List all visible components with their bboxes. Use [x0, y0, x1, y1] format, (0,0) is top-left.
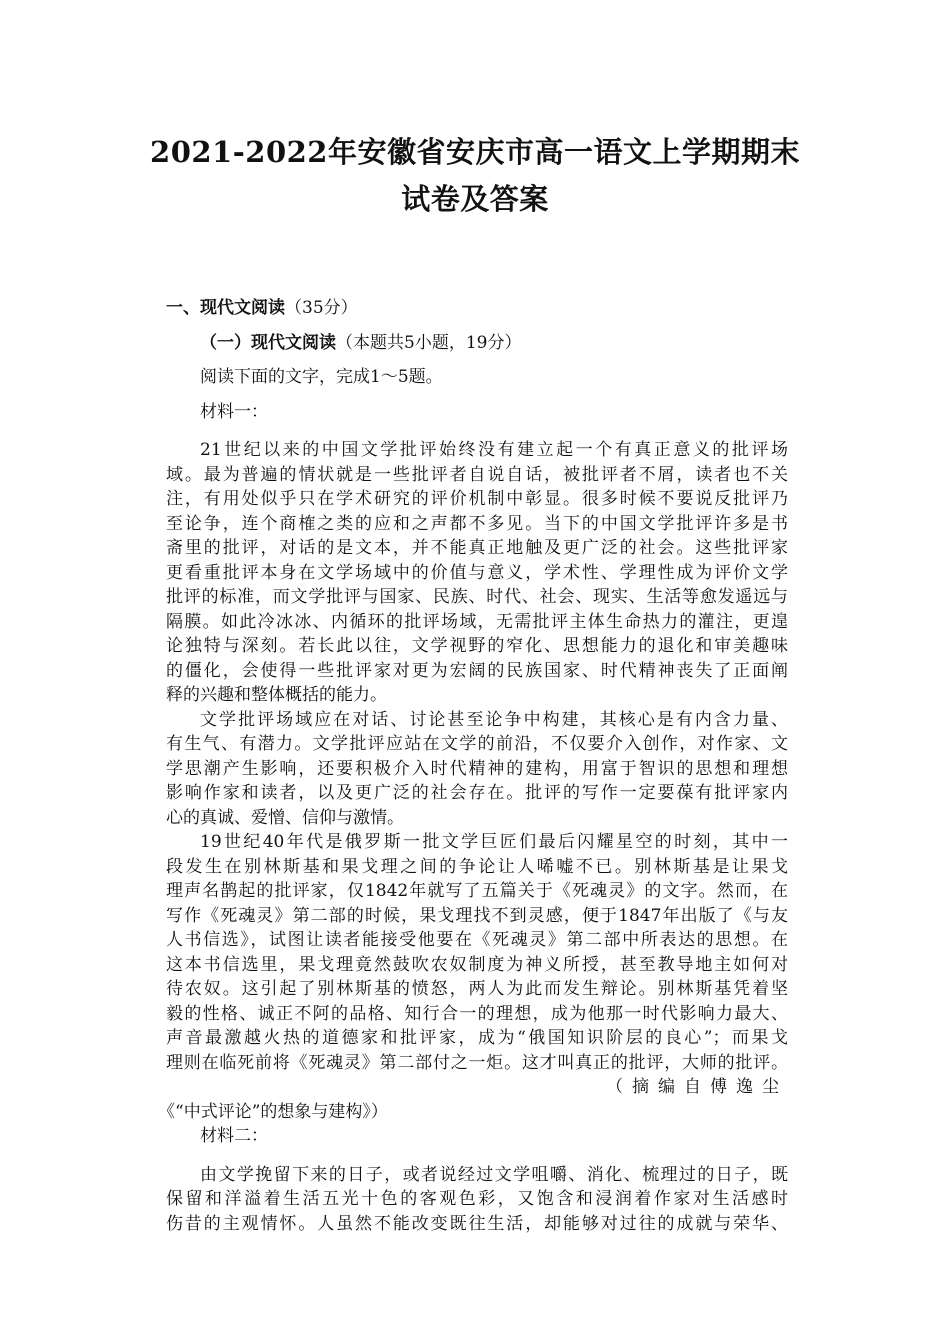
section-heading	[166, 296, 788, 321]
paragraph-line: 19世纪40年代是俄罗斯一批文学巨匠们最后闪耀星空的时刻，其中一	[200, 832, 788, 852]
paragraph-line: 伤昔的主观情怀。人虽然不能改变既往生活，却能够对过往的成就与荣华、	[166, 1213, 788, 1234]
paragraph-line: 的僵化，会使得一些批评家对更为宏阔的民族国家、时代精神丧失了正面阐	[166, 660, 788, 681]
paragraph-line: 斋里的批评，对话的是文本，并不能真正地触及更广泛的社会。这些批评家	[166, 538, 788, 558]
paragraph-line: 保留和洋溢着生活五光十色的客观色彩，又饱含和浸润着作家对生活感时	[166, 1189, 788, 1209]
paragraph-1	[166, 438, 788, 708]
paragraph-line: 这本书信选里，果戈理竟然鼓吹农奴制度为神义所授，甚至教导地主如何对	[166, 954, 788, 975]
paragraph-line: 注，有用处似乎只在学术研究的评价机制中彰显。很多时候不要说反批评乃	[166, 489, 788, 509]
paragraph-line: 写作《死魂灵》第二部的时候，果戈理找不到灵感，便于1847年出版了《与友	[166, 905, 788, 926]
source-citation-line1: （摘编自傅逸尘	[606, 1077, 788, 1097]
document-title-line1: 2021-2022年安徽省安庆市高一语文上学期期末	[150, 135, 800, 169]
paragraph-line: 学思潮产生影响，还要积极介入时代精神的建构，用富于智识的思想和理想	[166, 758, 788, 779]
material-one-label: 材料一：	[200, 401, 268, 422]
section-heading-score: （35分）	[285, 298, 358, 318]
paragraph-line: 隔膜。如此冷冰冰、内循环的批评场域，无需批评主体生命热力的灌注，更遑	[166, 611, 788, 632]
section-heading-label: 一、现代文阅读	[166, 298, 285, 318]
paragraph-line: 释的兴趣和整体概括的能力。	[166, 685, 387, 705]
paragraph-4	[166, 1163, 788, 1237]
paragraph-line: 域。最为普遍的情状就是一些批评者自说自话，被批评者不屑，读者也不关	[166, 464, 788, 485]
subsection-heading-score: （本题共5小题，19分）	[336, 332, 522, 353]
document-body	[158, 296, 788, 1236]
paragraph-line: 批评的标准，而文学批评与国家、民族、时代、社会、现实、生活等愈发遥远与	[166, 587, 788, 607]
paragraph-line: 论独特与深刻。若长此以往，文学视野的窄化、思想能力的退化和审美趣味	[166, 636, 788, 656]
paragraph-line: 人书信选》，试图让读者能接受他要在《死魂灵》第二部中所表达的思想。在	[166, 930, 788, 950]
source-citation-line2: 《“中式评论”的想象与建构》）	[158, 1101, 388, 1122]
paragraph-line: 段发生在别林斯基和果戈理之间的争论让人唏嘘不已。别林斯基是让果戈	[166, 856, 788, 877]
paragraph-line: 声音最激越火热的道德家和批评家，成为“俄国知识阶层的良心”；而果戈	[166, 1028, 788, 1048]
material-two-label: 材料二：	[200, 1126, 268, 1146]
paragraph-line: 21世纪以来的中国文学批评始终没有建立起一个有真正意义的批评场	[200, 440, 788, 460]
paragraph-line: 至论争，连个商榷之类的应和之声都不多见。当下的中国文学批评许多是书	[166, 513, 788, 534]
reading-instruction: 阅读下面的文字，完成1～5题。	[200, 367, 443, 387]
paragraph-line: 毅的性格、诚正不阿的品格、知行合一的理想，成为他那一时代影响力最大、	[166, 1003, 788, 1024]
paragraph-line: 影响作家和读者，以及更广泛的社会存在。批评的写作一定要葆有批评家内	[166, 783, 788, 803]
paragraph-line: 更看重批评本身在文学场域中的价值与意义，学术性、学理性成为评价文学	[166, 562, 788, 583]
paragraph-line: 理则在临死前将《死魂灵》第二部付之一炬。这才叫真正的批评，大师的批评。	[166, 1052, 788, 1073]
paragraph-2	[166, 708, 788, 831]
paragraph-3	[166, 830, 788, 1075]
paragraph-line: 有生气、有潜力。文学批评应站在文学的前沿，不仅要介入创作，对作家、文	[166, 734, 788, 754]
subsection-heading-label: （一）现代文阅读	[200, 332, 336, 353]
document-title-line2: 试卷及答案	[401, 182, 549, 216]
paragraph-line: 由文学挽留下来的日子，或者说经过文学咀嚼、消化、梳理过的日子，既	[200, 1164, 788, 1185]
paragraph-line: 文学批评场域应在对话、讨论甚至论争中构建，其核心是有内含力量、	[200, 709, 788, 730]
paragraph-line: 待农奴。这引起了别林斯基的愤怒，两人为此而发生辩论。别林斯基凭着坚	[166, 979, 788, 999]
subsection-heading	[166, 331, 788, 356]
paragraph-line: 心的真诚、爱憎、信仰与激情。	[166, 807, 404, 828]
paragraph-line: 理声名鹊起的批评家，仅1842年就写了五篇关于《死魂灵》的文字。然而，在	[166, 881, 788, 901]
